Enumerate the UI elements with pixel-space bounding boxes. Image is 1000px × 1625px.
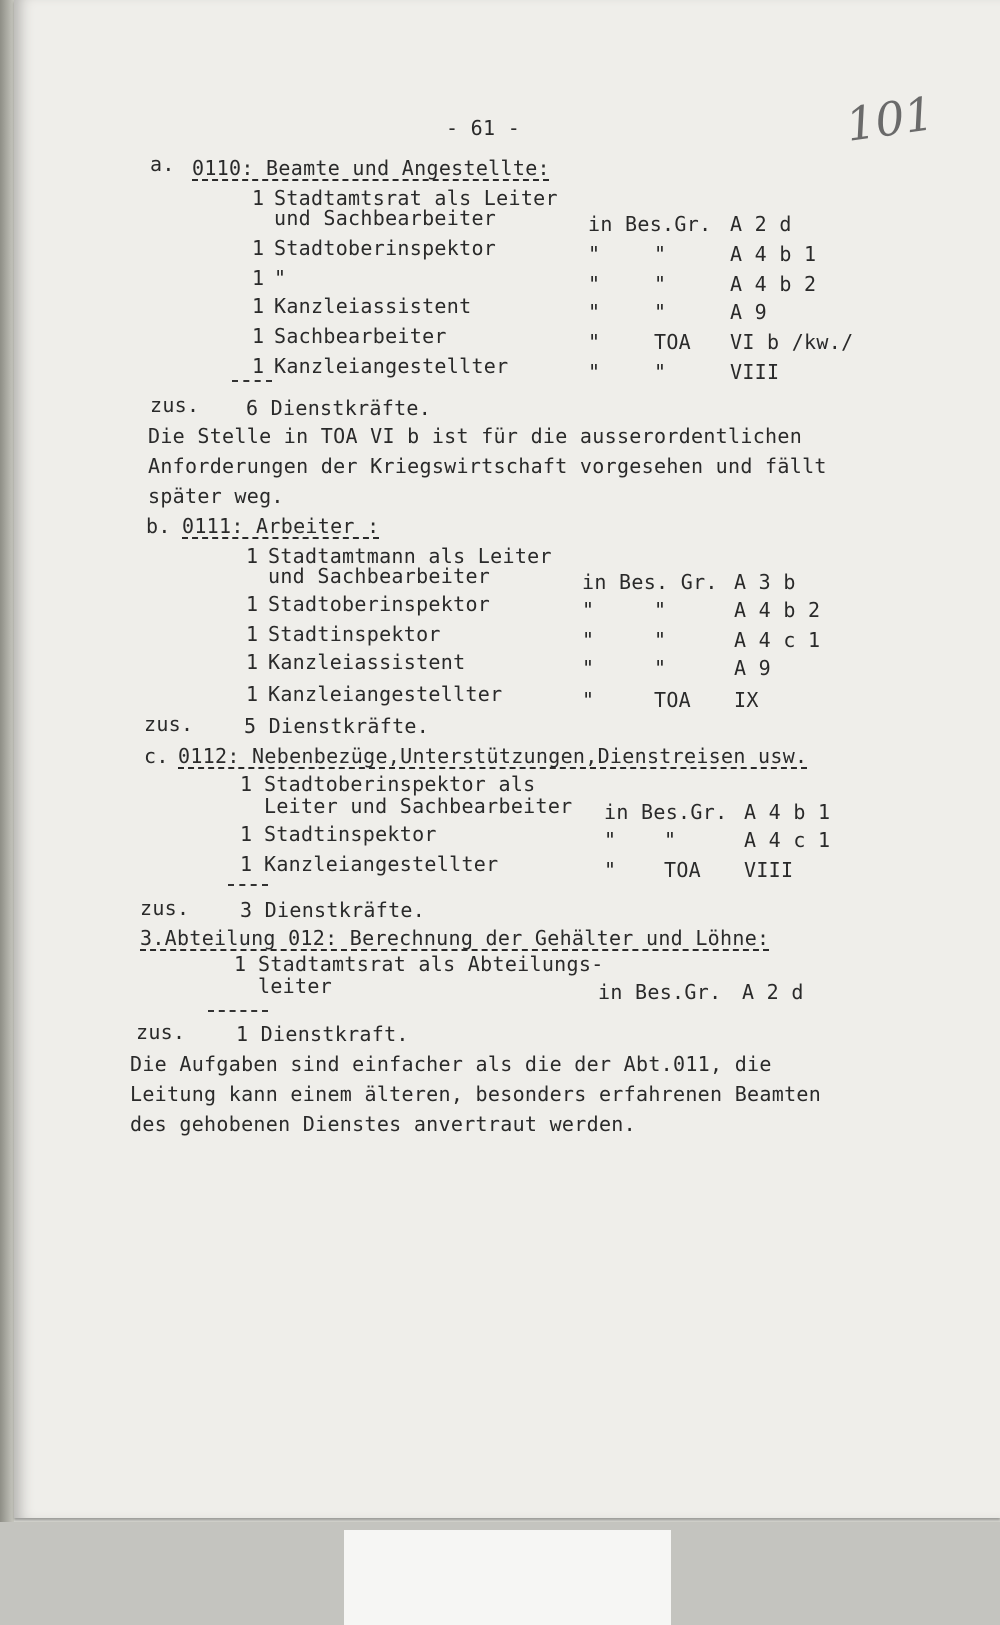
section-d-total: 1 Dienstkraft.	[236, 1022, 409, 1046]
pay-group-type: "	[588, 360, 601, 384]
staff-count: 1	[246, 622, 259, 646]
scan-label-area	[344, 1530, 671, 1625]
staff-count: 1	[246, 650, 259, 674]
pay-grade: A 3 b	[734, 570, 796, 594]
pay-group-type: in Bes.Gr.	[588, 212, 712, 236]
pay-grade: VIII	[730, 360, 780, 384]
pay-grade: A 2 d	[742, 980, 804, 1004]
page-number: - 61 -	[446, 116, 521, 140]
staff-title: Stadtamtsrat als Leiter	[274, 186, 558, 210]
pay-scale: "	[654, 242, 667, 266]
pay-grade: A 4 c 1	[744, 828, 831, 852]
pay-grade: A 4 b 1	[744, 800, 831, 824]
note-a-line-2: Anforderungen der Kriegswirtschaft vorgesehen und fällt	[148, 454, 827, 478]
pay-group-type: "	[588, 242, 601, 266]
staff-count: 1	[252, 266, 265, 290]
pay-group-type: "	[604, 858, 617, 882]
pay-grade: A 4 b 2	[730, 272, 817, 296]
pay-scale: "	[664, 828, 677, 852]
section-c-prefix: c.	[144, 744, 169, 768]
pay-group-type: in Bes.Gr.	[598, 980, 722, 1004]
section-a-total-label: zus.	[150, 393, 200, 417]
note-d-line-2: Leitung kann einem älteren, besonders erfahrenen Beamten	[130, 1082, 822, 1106]
pay-scale: TOA	[664, 858, 702, 882]
sum-rule	[232, 380, 272, 382]
staff-title: Kanzleiassistent	[268, 650, 466, 674]
pay-grade: A 4 c 1	[734, 628, 821, 652]
section-b-prefix: b.	[146, 514, 171, 538]
staff-count: 1	[240, 822, 253, 846]
staff-title: Stadtoberinspektor	[274, 236, 497, 260]
pay-scale: "	[654, 300, 667, 324]
note-a-line-3: später weg.	[148, 484, 284, 508]
staff-title: Stadtamtsrat als Abteilungs-	[258, 952, 604, 976]
note-a-line-1: Die Stelle in TOA VI b ist für die ausserordentlichen	[148, 424, 803, 448]
section-a-heading: 0110: Beamte und Angestellte:	[192, 156, 550, 180]
pay-scale: "	[654, 656, 667, 680]
section-c-heading: 0112: Nebenbezüge,Unterstützungen,Dienstreisen usw.	[178, 744, 808, 768]
section-c-total: 3 Dienstkräfte.	[240, 898, 426, 922]
staff-count: 1	[252, 236, 265, 260]
pay-group-type: "	[604, 828, 617, 852]
staff-count: 1	[252, 354, 265, 378]
archive-folio-number: 101	[842, 86, 938, 152]
staff-title: Kanzleiangestellter	[274, 354, 509, 378]
staff-title: Kanzleiassistent	[274, 294, 472, 318]
pay-group-type: "	[582, 688, 595, 712]
pay-group-type: in Bes. Gr.	[582, 570, 718, 594]
section-b-total: 5 Dienstkräfte.	[244, 714, 430, 738]
note-d-line-3: des gehobenen Dienstes anvertraut werden.	[130, 1112, 636, 1136]
section-c-total-label: zus.	[140, 896, 190, 920]
sum-rule	[228, 884, 268, 886]
pay-group-type: "	[588, 272, 601, 296]
staff-title: leiter	[258, 974, 333, 998]
staff-title: Leiter und Sachbearbeiter	[264, 794, 573, 818]
staff-title: Stadtoberinspektor als	[264, 772, 536, 796]
staff-count: 1	[246, 592, 259, 616]
pay-grade: A 4 b 2	[734, 598, 821, 622]
staff-title: Sachbearbeiter	[274, 324, 447, 348]
pay-grade: A 9	[730, 300, 768, 324]
section-a-total: 6 Dienstkräfte.	[246, 396, 432, 420]
pay-grade: VIII	[744, 858, 794, 882]
pay-group-type: "	[582, 598, 595, 622]
pay-scale: TOA	[654, 688, 692, 712]
section-d-heading: 3.Abteilung 012: Berechnung der Gehälter und Löhne:	[140, 926, 770, 950]
pay-scale: "	[654, 628, 667, 652]
staff-title: "	[274, 266, 287, 290]
pay-group-type: "	[588, 330, 601, 354]
staff-title: Stadtinspektor	[264, 822, 437, 846]
staff-count: 1	[252, 324, 265, 348]
sum-rule	[208, 1010, 268, 1012]
pay-scale: "	[654, 598, 667, 622]
staff-count: 1	[234, 952, 247, 976]
section-b-heading: 0111: Arbeiter :	[182, 514, 380, 538]
section-b-total-label: zus.	[144, 712, 194, 736]
pay-grade: A 9	[734, 656, 772, 680]
pay-group-type: "	[582, 628, 595, 652]
staff-title: Kanzleiangestellter	[268, 682, 503, 706]
pay-group-type: "	[582, 656, 595, 680]
section-d-total-label: zus.	[136, 1020, 186, 1044]
staff-title: Stadtinspektor	[268, 622, 441, 646]
staff-title: und Sachbearbeiter	[268, 564, 491, 588]
staff-count: 1	[252, 186, 265, 210]
staff-title: Stadtoberinspektor	[268, 592, 491, 616]
pay-grade: VI b /kw./	[730, 330, 854, 354]
staff-count: 1	[246, 682, 259, 706]
pay-grade: IX	[734, 688, 759, 712]
staff-count: 1	[252, 294, 265, 318]
book-spine	[0, 0, 14, 1522]
staff-count: 1	[246, 544, 259, 568]
pay-group-type: "	[588, 300, 601, 324]
pay-grade: A 4 b 1	[730, 242, 817, 266]
note-d-line-1: Die Aufgaben sind einfacher als die der Abt.011, die	[130, 1052, 772, 1076]
pay-scale: TOA	[654, 330, 692, 354]
staff-count: 1	[240, 852, 253, 876]
staff-title: und Sachbearbeiter	[274, 206, 497, 230]
section-a-prefix: a.	[150, 152, 175, 176]
pay-grade: A 2 d	[730, 212, 792, 236]
staff-count: 1	[240, 772, 253, 796]
pay-group-type: in Bes.Gr.	[604, 800, 728, 824]
pay-scale: "	[654, 360, 667, 384]
document-page	[14, 0, 1000, 1518]
staff-title: Stadtamtmann als Leiter	[268, 544, 552, 568]
staff-title: Kanzleiangestellter	[264, 852, 499, 876]
pay-scale: "	[654, 272, 667, 296]
